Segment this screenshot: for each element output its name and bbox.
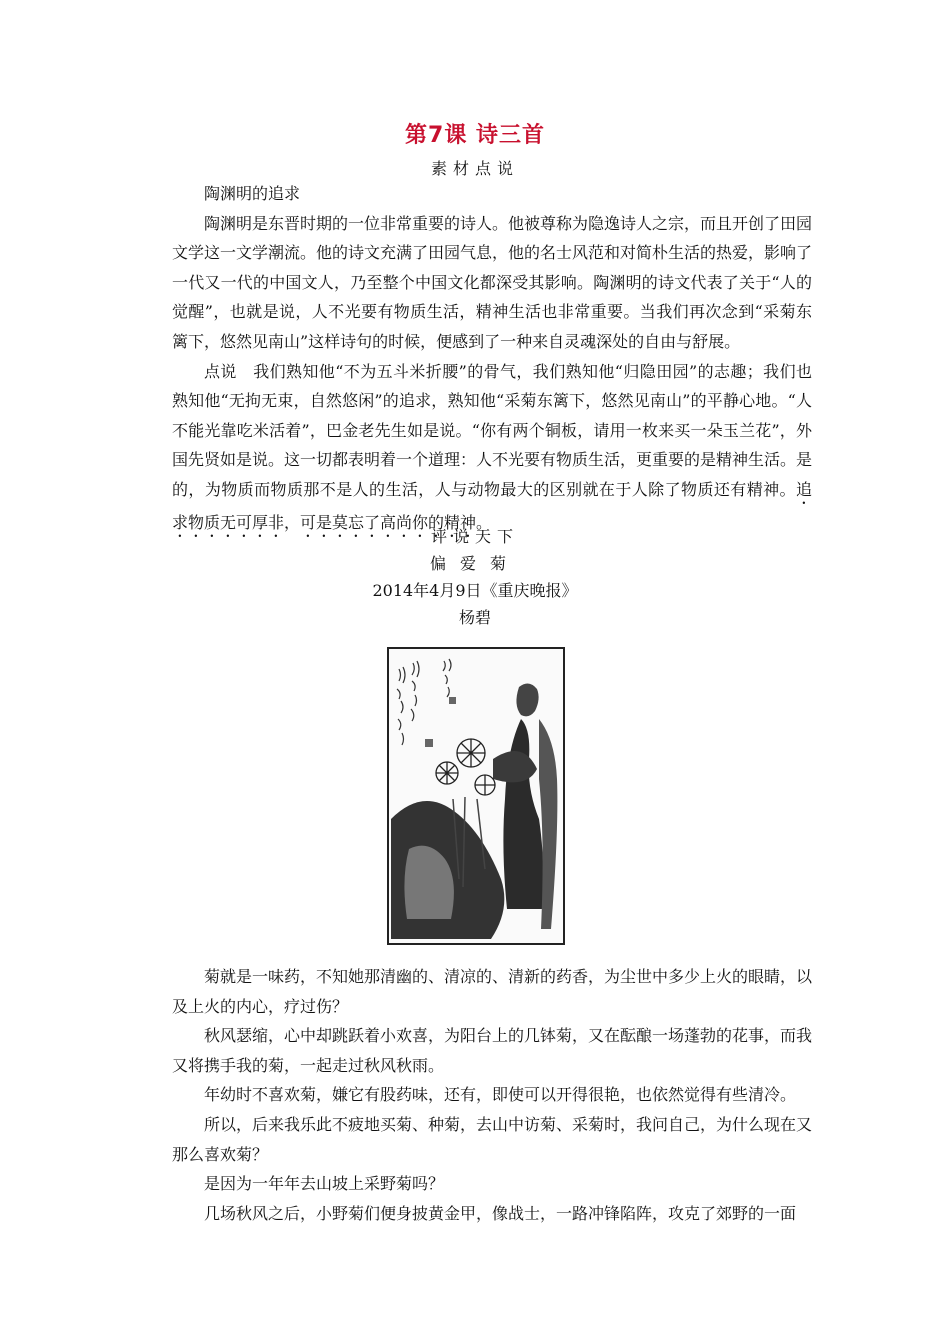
article-source: 2014年4月9日《重庆晚报》 [372,581,578,600]
paragraph-tao-intro: 陶渊明是东晋时期的一位非常重要的诗人。他被尊称为隐逸诗人之宗，而且开创了田园文学这一文学潮流。他的诗文充满了田园气息，他的名士风范和对简朴生活的热爱，影响了一代又一代的中国文人，乃至整个中国文化都深受其影响。陶渊明的诗文代表了关于“人的觉醒”，也就是说，人不光要有物质生活，精神生活也非常重要。当我们再次念到“采菊东篱下，悠然见南山”这样诗句的时候，便感到了一种来自灵魂深处的自由与舒展。 [172,213,813,351]
commentary-main-text: 点说 我们熟知他“不为五斗米折腰”的骨气，我们熟知他“归隐田园”的志趣；我们也熟知他“无拘无束，自然悠闲”的追求，熟知他“采菊东篱下，悠然见南山”的平静心地。“人不能光靠吃米活着”，巴金老先生如是说。“你有两个铜板，请用一枚来买一朵玉兰花”，外国先贤如是说。这一切都表明着一个道理：人不光要有物质生活，更重要的是精神生活。是的，为物质而物质那不是人的生活，人与动物最大的区别就在于人除了物质还有精神。 [172,361,813,499]
lesson-title: 第7课 诗三首 [405,123,545,148]
article-body [172,962,812,1228]
commentary-emphasis-text: 追求物质无可厚非，可是莫忘了高尚你的精神。 [172,479,812,532]
ink-painting-tao-yuanming-chrysanthemum-icon [389,649,563,943]
article-title: 偏爱菊 [429,554,520,573]
article-paragraph-5: 是因为一年年去山坡上采野菊吗？ [204,1174,445,1194]
article-paragraph-6: 几场秋风之后，小野菊们便身披黄金甲，像战士，一路冲锋陷阵，攻克了郊野的一面 [204,1203,797,1223]
section-heading-commentary: 评说天下 [430,527,519,546]
article-author: 杨碧 [458,608,491,627]
article-paragraph-2: 秋风瑟缩，心中却跳跃着小欢喜，为阳台上的几钵菊，又在酝酿一场蓬勃的花事，而我又将携手我的菊，一起走过秋风秋雨。 [172,1026,813,1075]
ink-painting-figure [387,647,565,945]
article-paragraph-3: 年幼时不喜欢菊，嫌它有股药味，还有，即使可以开得很艳，也依然觉得有些清冷。 [204,1085,797,1105]
material-section [172,179,812,541]
article-paragraph-4: 所以，后来我乐此不疲地买菊、种菊，去山中访菊、采菊时，我问自己，为什么现在又那么喜欢菊？ [172,1114,813,1164]
subheading-tao-pursuit: 陶渊明的追求 [204,184,301,203]
section-heading-material: 素材点说 [430,159,519,178]
paragraph-commentary [172,357,812,541]
article-paragraph-1: 菊就是一味药，不知她那清幽的、清凉的、清新的药香，为尘世中多少上火的眼睛，以及上火的内心，疗过伤？ [172,967,813,1016]
